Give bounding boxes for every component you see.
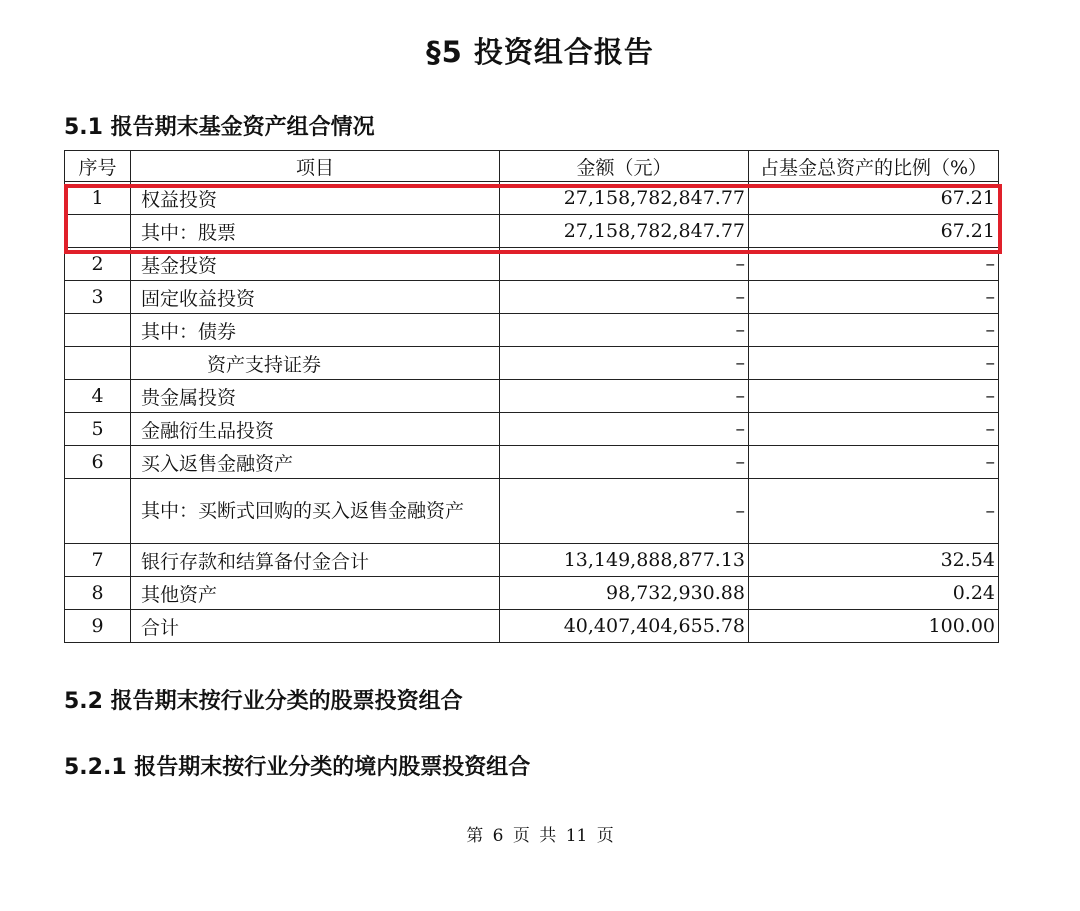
table-row [65,380,999,413]
page-title: §5 投资组合报告 [426,35,654,69]
row-amount: – [500,413,749,446]
header-amount: 金额（元） [500,151,749,182]
row-item: 基金投资 [131,248,500,281]
table-row [65,314,999,347]
row-ratio: 100.00 [749,610,999,643]
row-amount: 40,407,404,655.78 [500,610,749,643]
row-seq: 2 [65,248,131,281]
row-amount: – [500,248,749,281]
row-amount: – [500,314,749,347]
table-row [65,182,999,215]
asset-allocation-table [64,150,999,643]
row-seq: 8 [65,577,131,610]
row-seq [65,215,131,248]
row-seq [65,479,131,544]
row-seq: 9 [65,610,131,643]
row-amount: – [500,281,749,314]
row-item: 其中：买断式回购的买入返售金融资产 [131,479,500,544]
row-seq: 3 [65,281,131,314]
row-seq: 1 [65,182,131,215]
row-amount: 27,158,782,847.77 [500,182,749,215]
header-seq: 序号 [65,151,131,182]
row-ratio: 67.21 [749,182,999,215]
row-ratio: – [749,248,999,281]
row-seq: 5 [65,413,131,446]
header-item: 项目 [131,151,500,182]
row-ratio: 67.21 [749,215,999,248]
row-amount: – [500,446,749,479]
row-seq [65,314,131,347]
header-ratio: 占基金总资产的比例（%） [749,151,999,182]
row-ratio: – [749,380,999,413]
row-ratio: – [749,281,999,314]
section-heading-5-2: 5.2 报告期末按行业分类的股票投资组合 [64,689,463,714]
table-row [65,544,999,577]
row-seq [65,347,131,380]
row-item: 固定收益投资 [131,281,500,314]
row-item: 资产支持证券 [131,347,500,380]
row-amount: – [500,479,749,544]
row-ratio: – [749,413,999,446]
row-ratio: – [749,446,999,479]
table-row-total [65,610,999,643]
row-seq: 6 [65,446,131,479]
row-item: 权益投资 [131,182,500,215]
row-seq: 7 [65,544,131,577]
row-item: 其中：债券 [131,314,500,347]
row-item: 贵金属投资 [131,380,500,413]
section-heading-5-2-1: 5.2.1 报告期末按行业分类的境内股票投资组合 [64,755,531,780]
table-row [65,577,999,610]
row-item: 其中：股票 [131,215,500,248]
row-amount: – [500,347,749,380]
row-ratio: 0.24 [749,577,999,610]
row-ratio: 32.54 [749,544,999,577]
row-seq: 4 [65,380,131,413]
row-item: 其他资产 [131,577,500,610]
row-amount: 98,732,930.88 [500,577,749,610]
row-ratio: – [749,479,999,544]
row-item: 金融衍生品投资 [131,413,500,446]
table-row [65,446,999,479]
row-amount: 13,149,888,877.13 [500,544,749,577]
row-ratio: – [749,314,999,347]
section-heading-5-1: 5.1 报告期末基金资产组合情况 [64,115,375,140]
table-header-row [65,151,999,182]
row-item: 银行存款和结算备付金合计 [131,544,500,577]
table-row [65,413,999,446]
table-row [65,215,999,248]
table-row [65,248,999,281]
row-ratio: – [749,347,999,380]
table-row [65,479,999,544]
row-item: 买入返售金融资产 [131,446,500,479]
table-row [65,347,999,380]
table-row [65,281,999,314]
page-footer: 第 6 页 共 11 页 [466,826,614,846]
row-amount: – [500,380,749,413]
row-item: 合计 [131,610,500,643]
row-amount: 27,158,782,847.77 [500,215,749,248]
